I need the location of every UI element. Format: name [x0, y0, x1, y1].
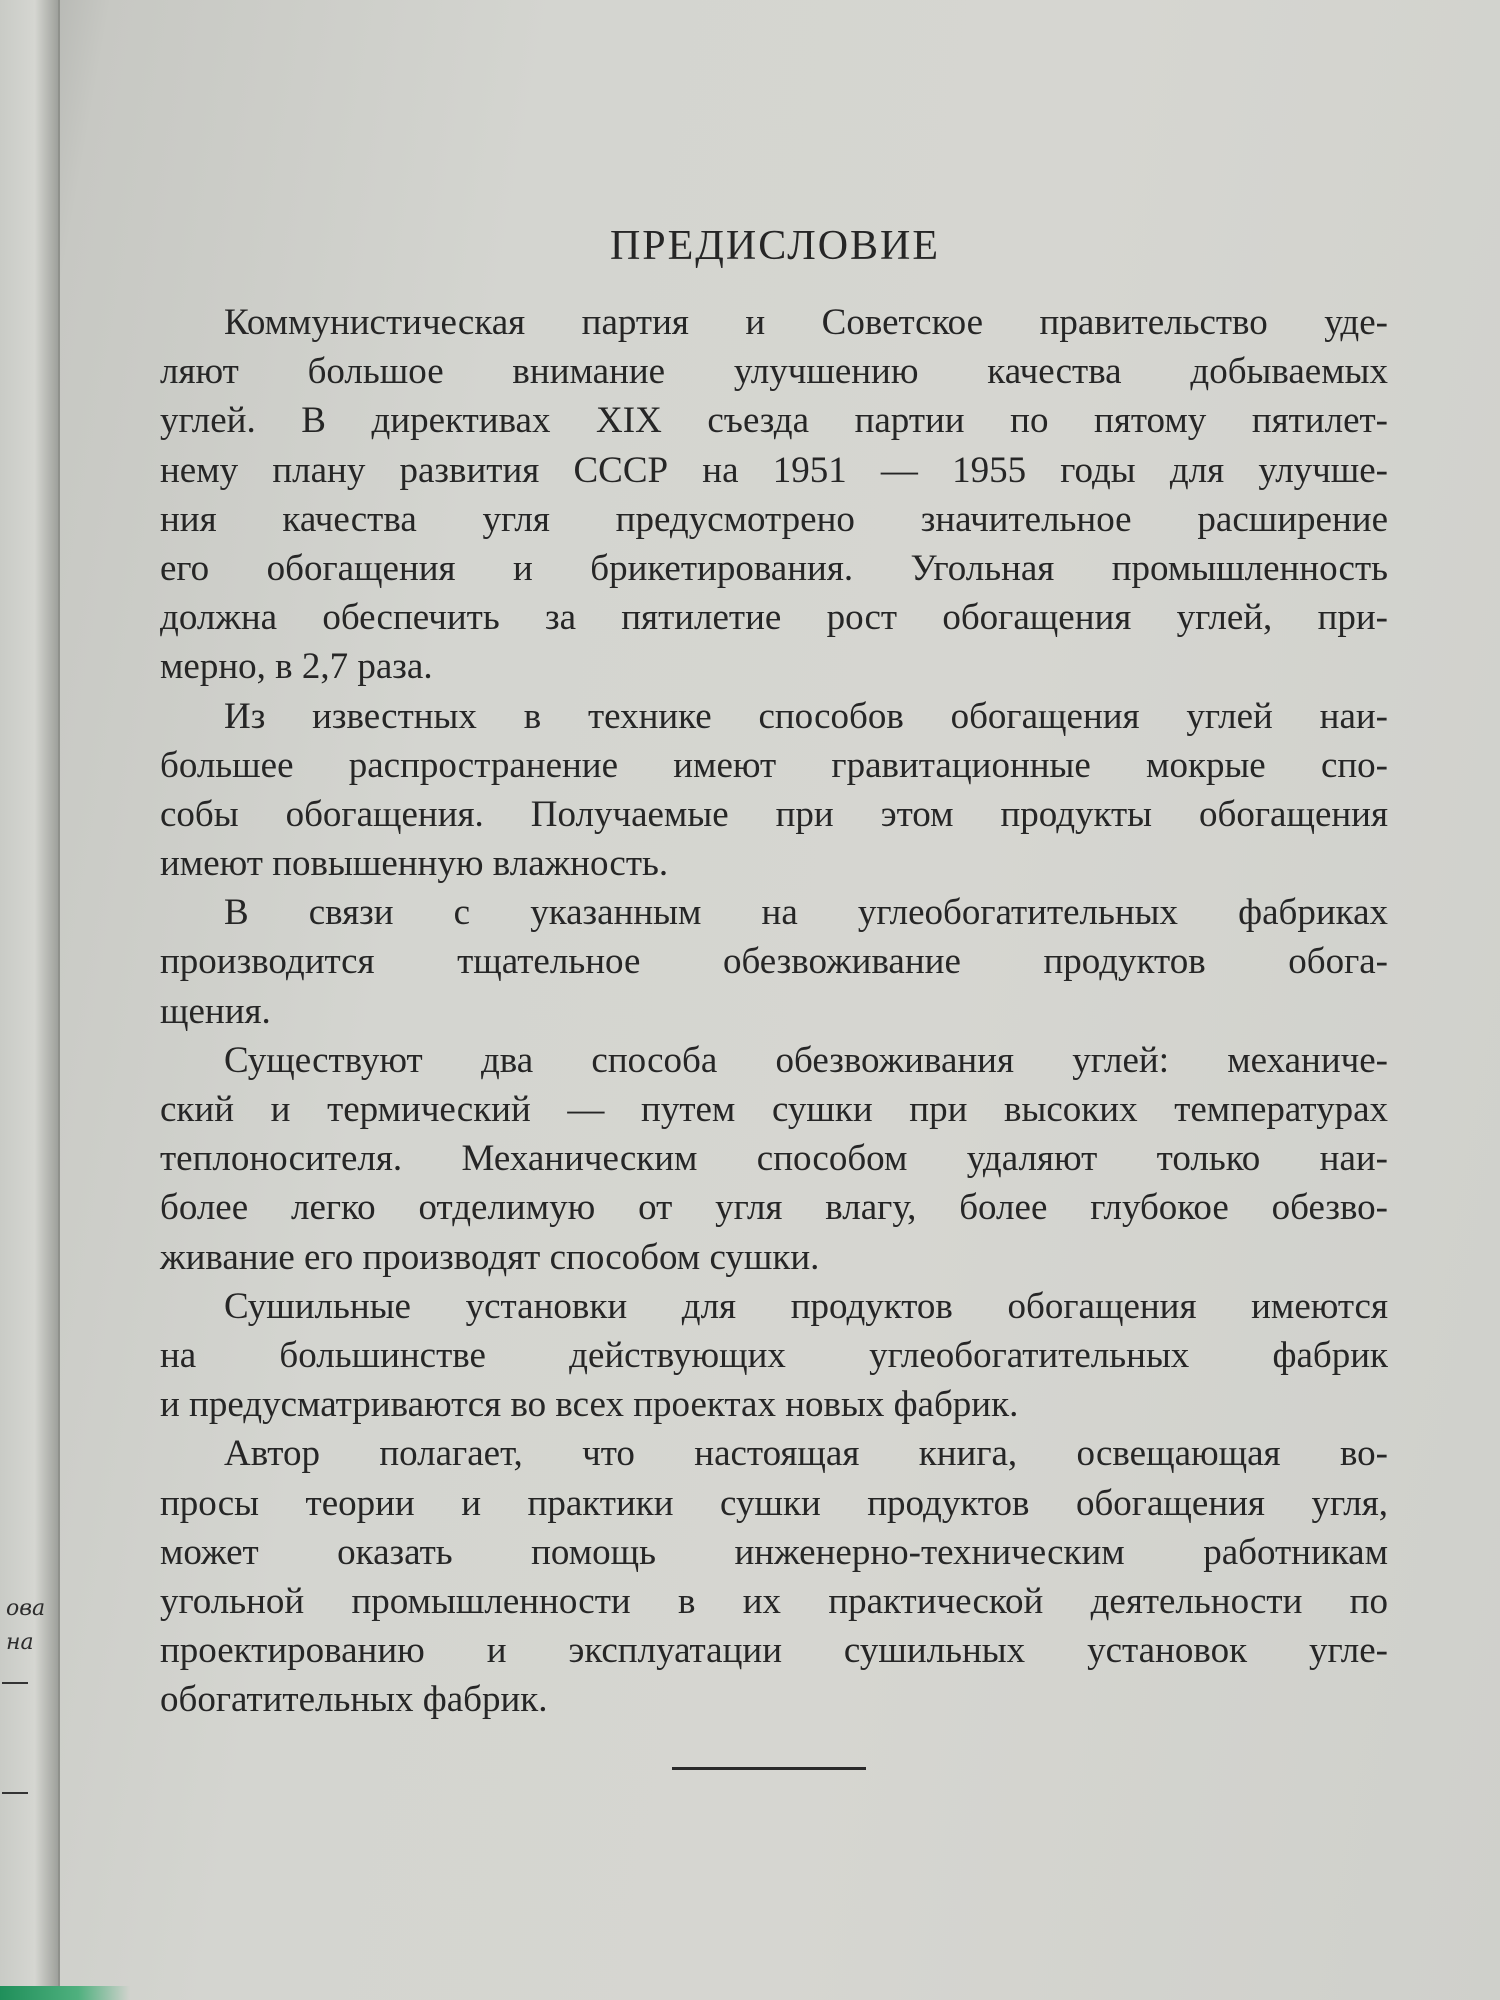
- text-line: Из известных в технике способов обогащения углей наи-: [224, 695, 1388, 737]
- text-line: ский и термический — путем сушки при высоких температурах: [160, 1089, 1388, 1130]
- text-line: Сушильные установки для продуктов обогащения имеются: [224, 1285, 1388, 1327]
- text-line: мерно, в 2,7 раза.: [160, 646, 433, 688]
- text-line: может оказать помощь инженерно-техническим работникам: [160, 1531, 1388, 1573]
- text-line: ляют большое внимание улучшению качества добываемых: [160, 351, 1388, 393]
- text-line: большее распространение имеют гравитационные мокрые спо-: [160, 744, 1388, 786]
- text-line: угольной промышленности в их практической деятельности по: [160, 1580, 1388, 1622]
- text-line: производится тщательное обезвоживание продуктов обога-: [160, 941, 1388, 983]
- text-line: Существуют два способа обезвоживания углей: механиче-: [224, 1039, 1388, 1081]
- text-line: живание его производят способом сушки.: [160, 1236, 820, 1278]
- text-line: углей. В директивах XIX съезда партии по пятому пятилет-: [160, 400, 1388, 442]
- text-line: В связи с указанным на углеобогатительных фабриках: [224, 892, 1388, 934]
- text-line: должна обеспечить за пятилетие рост обогащения углей, при-: [160, 597, 1388, 639]
- text-line: Автор полагает, что настоящая книга, освещающая во-: [224, 1433, 1388, 1475]
- margin-handwriting: на: [6, 1630, 34, 1655]
- text-line: и предусматриваются во всех проектах новых фабрик.: [160, 1384, 1019, 1426]
- text-line: Коммунистическая партия и Советское правительство уде-: [224, 302, 1388, 343]
- text-line: более легко отделимую от угля влагу, более глубокое обезво-: [160, 1187, 1388, 1229]
- text-line: проектированию и эксплуатации сушильных установок угле-: [160, 1630, 1388, 1672]
- facing-page-edge: [0, 0, 60, 2000]
- text-line: собы обогащения. Получаемые при этом продукты обогащения: [160, 793, 1388, 835]
- margin-dash: [2, 1682, 28, 1684]
- closing-rule: [672, 1767, 866, 1770]
- page-title: ПРЕДИСЛОВИЕ: [609, 223, 941, 269]
- margin-handwriting: ова: [6, 1596, 46, 1621]
- text-line: просы теории и практики сушки продуктов обогащения угля,: [160, 1482, 1388, 1524]
- margin-dash: [2, 1792, 28, 1794]
- table-edge: [0, 1986, 130, 2000]
- text-line: ния качества угля предусмотрено значительное расширение: [160, 498, 1388, 540]
- text-line: имеют повышенную влажность.: [160, 843, 669, 885]
- text-line: щения.: [160, 990, 271, 1032]
- text-line: теплоносителя. Механическим способом удаляют только наи-: [160, 1138, 1388, 1180]
- text-line: обогатительных фабрик.: [160, 1679, 548, 1721]
- preface-body: [160, 298, 1388, 1724]
- text-line: на большинстве действующих углеобогатительных фабрик: [160, 1334, 1388, 1376]
- text-line: его обогащения и брикетирования. Угольная промышленность: [160, 547, 1388, 589]
- text-line: нему плану развития СССР на 1951 — 1955 годы для улучше-: [160, 449, 1388, 491]
